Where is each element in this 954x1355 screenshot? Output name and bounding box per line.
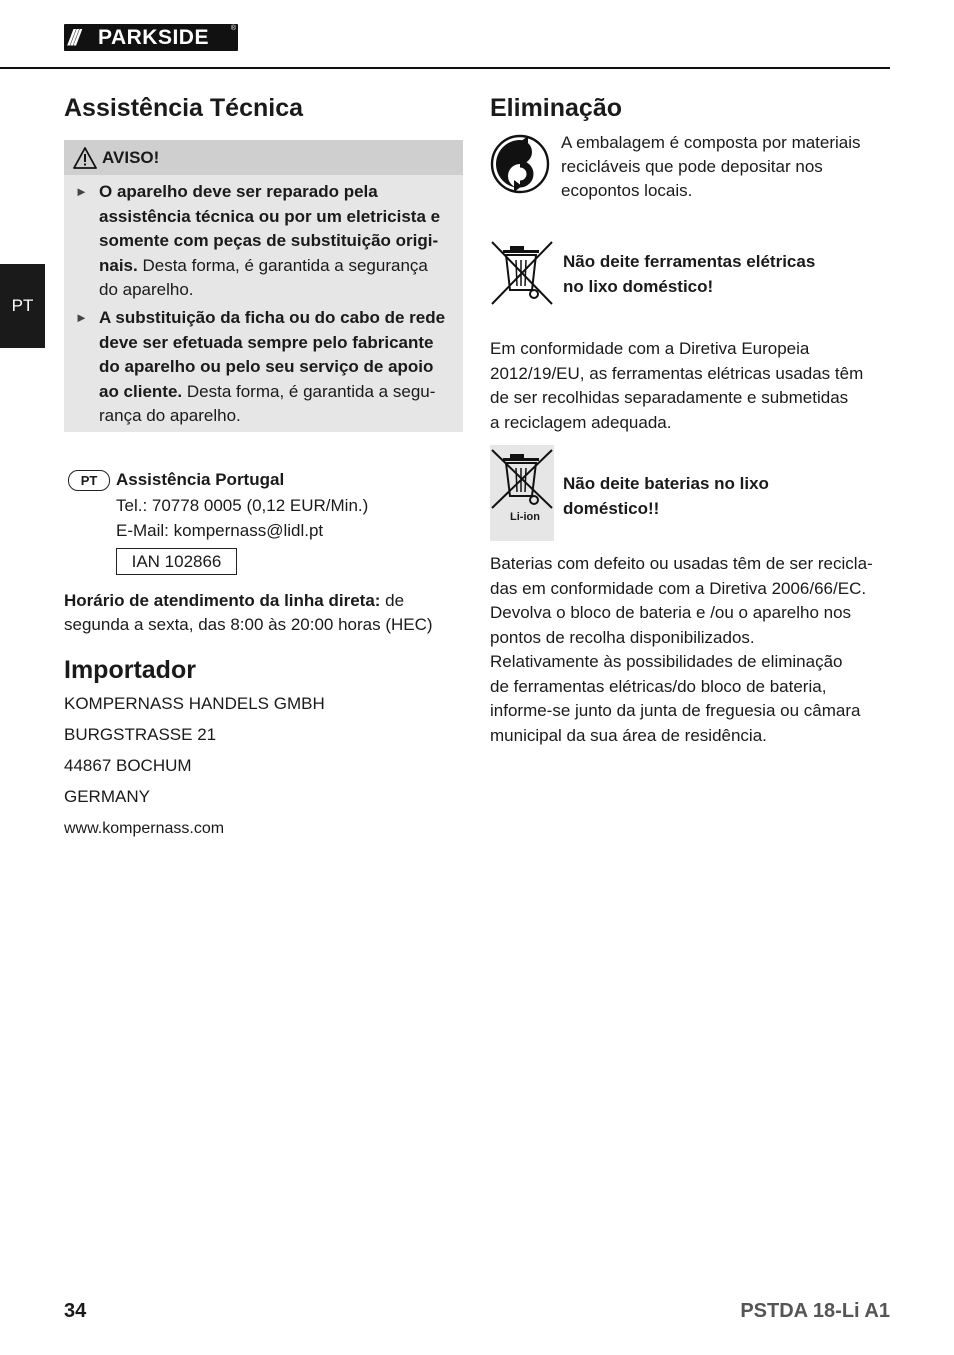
battery-line: Baterias com defeito ou usadas têm de ser recicla- bbox=[490, 554, 873, 573]
battery-line: informe-se junto da junta de freguesia ou câmara bbox=[490, 701, 861, 720]
hotline-text bbox=[64, 589, 464, 637]
ian-box: IAN 102866 bbox=[116, 548, 237, 575]
warning-item-1 bbox=[99, 180, 461, 303]
battery-text bbox=[490, 552, 890, 748]
directive-line: a reciclagem adequada. bbox=[490, 412, 672, 432]
logo-brand: PARKSIDE bbox=[98, 25, 209, 49]
warning-item-2-rest: Desta forma, é garantida a segu- bbox=[182, 381, 436, 401]
recycling-line: ecopontos locais. bbox=[561, 181, 693, 200]
weee-tools-text bbox=[563, 249, 883, 299]
green-dot-recycling-icon bbox=[490, 134, 550, 194]
crossed-bin-battery-icon bbox=[490, 448, 554, 512]
warning-item-1-rest-line: do aparelho. bbox=[99, 280, 194, 299]
warning-item-1-line: O aparelho deve ser reparado pela bbox=[99, 182, 378, 201]
battery-line: Devolva o bloco de bateria e /ou o aparelho nos bbox=[490, 603, 852, 622]
recycling-line: A embalagem é composta por materiais bbox=[561, 133, 861, 152]
warning-item-2-line: A substituição da ficha ou do cabo de rede bbox=[99, 308, 446, 327]
warning-item-2-line: do aparelho ou pelo seu serviço de apoio bbox=[99, 357, 434, 376]
importer-line: KOMPERNASS HANDELS GMBH bbox=[64, 694, 325, 713]
hotline-label: Horário de atendimento da linha direta: bbox=[64, 591, 381, 610]
service-block bbox=[116, 468, 456, 543]
directive-line: 2012/19/EU, as ferramentas elétricas usadas têm bbox=[490, 363, 864, 383]
header-rule bbox=[0, 67, 890, 69]
directive-line: Em conformidade com a Diretiva Europeia bbox=[490, 339, 810, 358]
hotline-inline: de bbox=[380, 591, 405, 610]
section-title-assistencia: Assistência Técnica bbox=[64, 94, 304, 122]
bullet-arrow-icon: ► bbox=[75, 184, 88, 199]
logo-slashes: /// bbox=[68, 24, 78, 50]
battery-line: municipal da sua área de residência. bbox=[490, 725, 767, 745]
country-badge: PT bbox=[68, 470, 110, 491]
warning-header bbox=[64, 140, 463, 175]
service-tel: Tel.: 70778 0005 (0,12 EUR/Min.) bbox=[116, 496, 369, 515]
battery-line: pontos de recolha disponibilizados. bbox=[490, 627, 755, 647]
warning-item-2-rest-line: rança do aparelho. bbox=[99, 406, 241, 425]
warning-item-1-line: assistência técnica ou por um eletricista e bbox=[99, 206, 441, 226]
service-name: Assistência Portugal bbox=[116, 470, 285, 489]
warning-label: AVISO! bbox=[102, 147, 160, 167]
warning-item-2 bbox=[99, 306, 461, 429]
warning-item-1-line: somente com peças de substituição origi- bbox=[99, 231, 439, 250]
weee-battery-line: Não deite baterias no lixo bbox=[563, 474, 769, 493]
importer-line: GERMANY bbox=[64, 787, 150, 806]
logo-registered: ® bbox=[230, 25, 236, 32]
weee-tools-line: no lixo doméstico! bbox=[563, 277, 714, 296]
importer-line: BURGSTRASSE 21 bbox=[64, 725, 217, 744]
warning-item-2-line: deve ser efetuada sempre pelo fabricante bbox=[99, 332, 434, 352]
section-title-importador: Importador bbox=[64, 656, 196, 684]
weee-tools-line: Não deite ferramentas elétricas bbox=[563, 252, 816, 271]
page-number: 34 bbox=[64, 1300, 87, 1322]
importer-website-link[interactable]: www.kompernass.com bbox=[64, 820, 225, 837]
battery-line: das em conformidade com a Diretiva 2006/66/EC. bbox=[490, 578, 867, 598]
warning-item-1-rest: Desta forma, é garantida a segurança bbox=[137, 255, 428, 275]
weee-battery-text bbox=[563, 471, 883, 521]
directive-text bbox=[490, 337, 890, 435]
battery-line: Relativamente às possibilidades de eliminação bbox=[490, 652, 843, 671]
service-email[interactable]: E-Mail: kompernass@lidl.pt bbox=[116, 521, 324, 540]
warning-item-2-line: ao cliente. bbox=[99, 381, 183, 401]
battery-line: de ferramentas elétricas/do bloco de bateria, bbox=[490, 676, 827, 696]
directive-line: de ser recolhidas separadamente e submetidas bbox=[490, 388, 849, 407]
crossed-bin-icon bbox=[490, 238, 554, 308]
warning-triangle-icon bbox=[73, 147, 97, 169]
weee-battery-line: doméstico!! bbox=[563, 499, 660, 518]
li-ion-label: Li-ion bbox=[510, 511, 540, 523]
hotline-hours: segunda a sexta, das 8:00 às 20:00 horas (HEC) bbox=[64, 615, 433, 634]
importer-line: 44867 BOCHUM bbox=[64, 756, 192, 775]
recycling-text bbox=[561, 131, 891, 203]
language-tab: PT bbox=[0, 264, 45, 348]
bullet-arrow-icon: ► bbox=[75, 310, 88, 325]
parkside-logo bbox=[64, 24, 238, 51]
section-title-eliminacao: Eliminação bbox=[490, 94, 622, 122]
model-name: PSTDA 18-Li A1 bbox=[740, 1300, 890, 1322]
warning-item-1-line: nais. bbox=[99, 255, 138, 275]
recycling-line: recicláveis que pode depositar nos bbox=[561, 157, 823, 176]
